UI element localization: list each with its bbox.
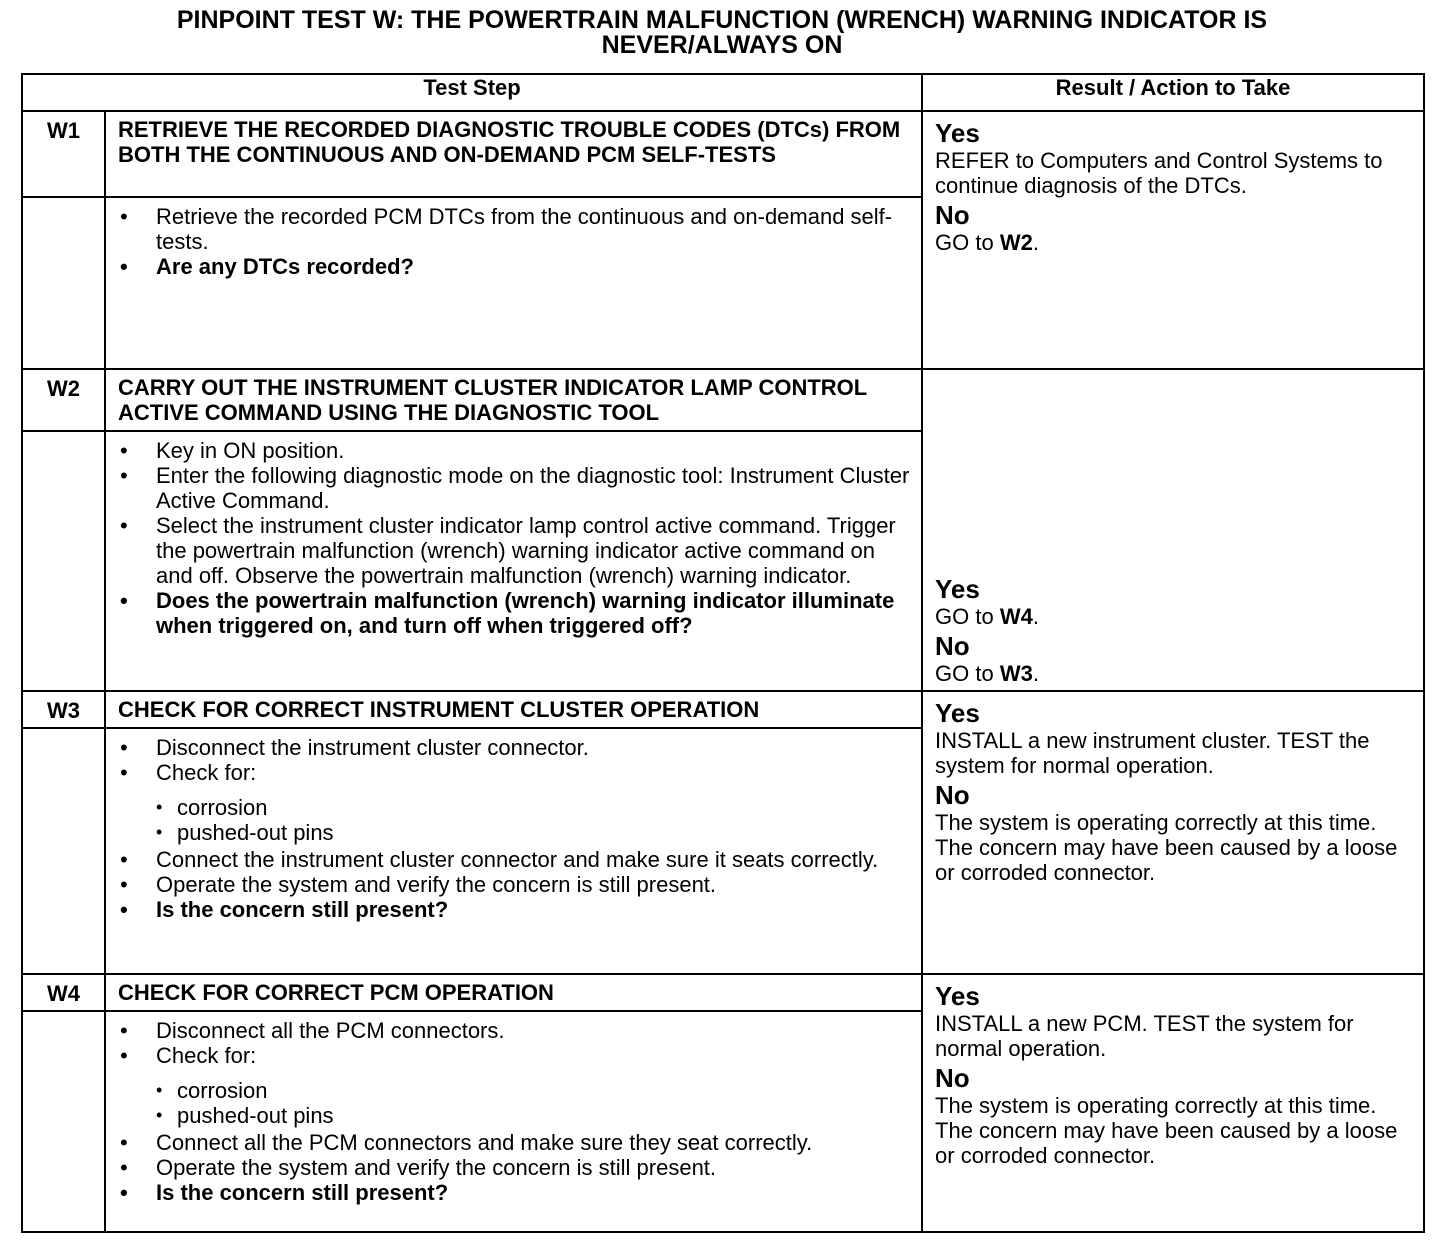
yes-label-w2: Yes [935, 574, 980, 604]
step-heading-w3: CHECK FOR CORRECT INSTRUMENT CLUSTER OPERATION [105, 691, 922, 728]
list-item: • Operate the system and verify the concern is still present. [120, 872, 911, 897]
result-w3 [922, 691, 1424, 974]
no-action-w1: GO to W2. [935, 230, 1039, 255]
list-item: • Disconnect all the PCM connectors. [120, 1018, 911, 1043]
yes-label-w1: Yes [935, 118, 980, 148]
step-link-w4[interactable]: W4 [999, 604, 1033, 629]
pinpoint-test-table [21, 73, 1425, 1233]
header-test-step: Test Step [22, 74, 922, 111]
list-item: • Connect the instrument cluster connector and make sure it seats correctly. [120, 847, 911, 872]
list-item: • Retrieve the recorded PCM DTCs from the continuous and on-demand self-tests. [120, 204, 911, 254]
sub-list-item: • corrosion [156, 795, 911, 820]
title-line-2: NEVER/ALWAYS ON [601, 31, 843, 59]
yes-label-w3: Yes [935, 698, 980, 728]
list-item: • Connect all the PCM connectors and make sure they seat correctly. [120, 1130, 911, 1155]
step-heading-w4: CHECK FOR CORRECT PCM OPERATION [105, 974, 922, 1011]
step-heading-w2: CARRY OUT THE INSTRUMENT CLUSTER INDICATOR LAMP CONTROL ACTIVE COMMAND USING THE DIAGNOSTIC TOOL [105, 369, 922, 431]
list-item: • Check for: • corrosion • pushed-out pins [120, 1043, 911, 1130]
sub-list-item: • corrosion [156, 1078, 911, 1103]
list-item: • Select the instrument cluster indicator lamp control active command. Trigger the powertrain malfunction (wrench) warning indicator active command on and off. Observe the powertrain malfunction (wrench) warning indicator. [120, 513, 911, 588]
list-item: • Key in ON position. [120, 438, 911, 463]
page-title [0, 8, 1444, 58]
step-question-w1: • Are any DTCs recorded? [120, 254, 911, 279]
no-action-w3: The system is operating correctly at this time. The concern may have been caused by a loose or corroded connector. [935, 810, 1398, 885]
step-body-w1 [105, 197, 922, 369]
yes-action-w2: GO to W4. [935, 604, 1039, 629]
step-w1-heading-row [22, 111, 1424, 197]
list-item: • Enter the following diagnostic mode on the diagnostic tool: Instrument Cluster Active Command. [120, 463, 911, 513]
yes-action-w1: REFER to Computers and Control Systems to continue diagnosis of the DTCs. [935, 148, 1383, 198]
no-label-w2: No [935, 631, 970, 661]
step-question-w2: • Does the powertrain malfunction (wrench) warning indicator illuminate when triggered on, and turn off when triggered off? [120, 588, 911, 638]
step-link-w2[interactable]: W2 [999, 230, 1033, 255]
step-w2-heading-row [22, 369, 1424, 431]
result-w2 [922, 369, 1424, 691]
step-id-w1: W1 [22, 111, 105, 197]
no-label-w3: No [935, 780, 970, 810]
title-line-1: PINPOINT TEST W: THE POWERTRAIN MALFUNCTION (WRENCH) WARNING INDICATOR IS [176, 6, 1268, 34]
step-body-w2 [105, 431, 922, 691]
sub-list-item: • pushed-out pins [156, 820, 911, 845]
header-result-action: Result / Action to Take [922, 74, 1424, 111]
step-id-w3: W3 [22, 691, 105, 728]
step-heading-w1: RETRIEVE THE RECORDED DIAGNOSTIC TROUBLE CODES (DTCs) FROM BOTH THE CONTINUOUS AND ON-DEMAND PCM SELF-TESTS [105, 111, 922, 197]
no-action-w2: GO to W3. [935, 661, 1039, 686]
result-w4 [922, 974, 1424, 1232]
result-w1 [922, 111, 1424, 369]
list-item: • Check for: • corrosion • pushed-out pins [120, 760, 911, 847]
step-question-w4: • Is the concern still present? [120, 1180, 911, 1205]
list-item: • Disconnect the instrument cluster connector. [120, 735, 911, 760]
step-id-w4: W4 [22, 974, 105, 1011]
step-body-w3 [105, 728, 922, 974]
no-label-w4: No [935, 1063, 970, 1093]
step-w3-heading-row [22, 691, 1424, 728]
yes-label-w4: Yes [935, 981, 980, 1011]
table-header-row [22, 74, 1424, 111]
yes-action-w4: INSTALL a new PCM. TEST the system for normal operation. [935, 1011, 1354, 1061]
sub-list-item: • pushed-out pins [156, 1103, 911, 1128]
step-w4-heading-row [22, 974, 1424, 1011]
list-item: • Operate the system and verify the concern is still present. [120, 1155, 911, 1180]
step-id-w2: W2 [22, 369, 105, 431]
yes-action-w3: INSTALL a new instrument cluster. TEST the system for normal operation. [935, 728, 1370, 778]
no-label-w1: No [935, 200, 970, 230]
step-link-w3[interactable]: W3 [999, 661, 1033, 686]
no-action-w4: The system is operating correctly at this time. The concern may have been caused by a loose or corroded connector. [935, 1093, 1398, 1168]
step-question-w3: • Is the concern still present? [120, 897, 911, 922]
step-body-w4 [105, 1011, 922, 1232]
